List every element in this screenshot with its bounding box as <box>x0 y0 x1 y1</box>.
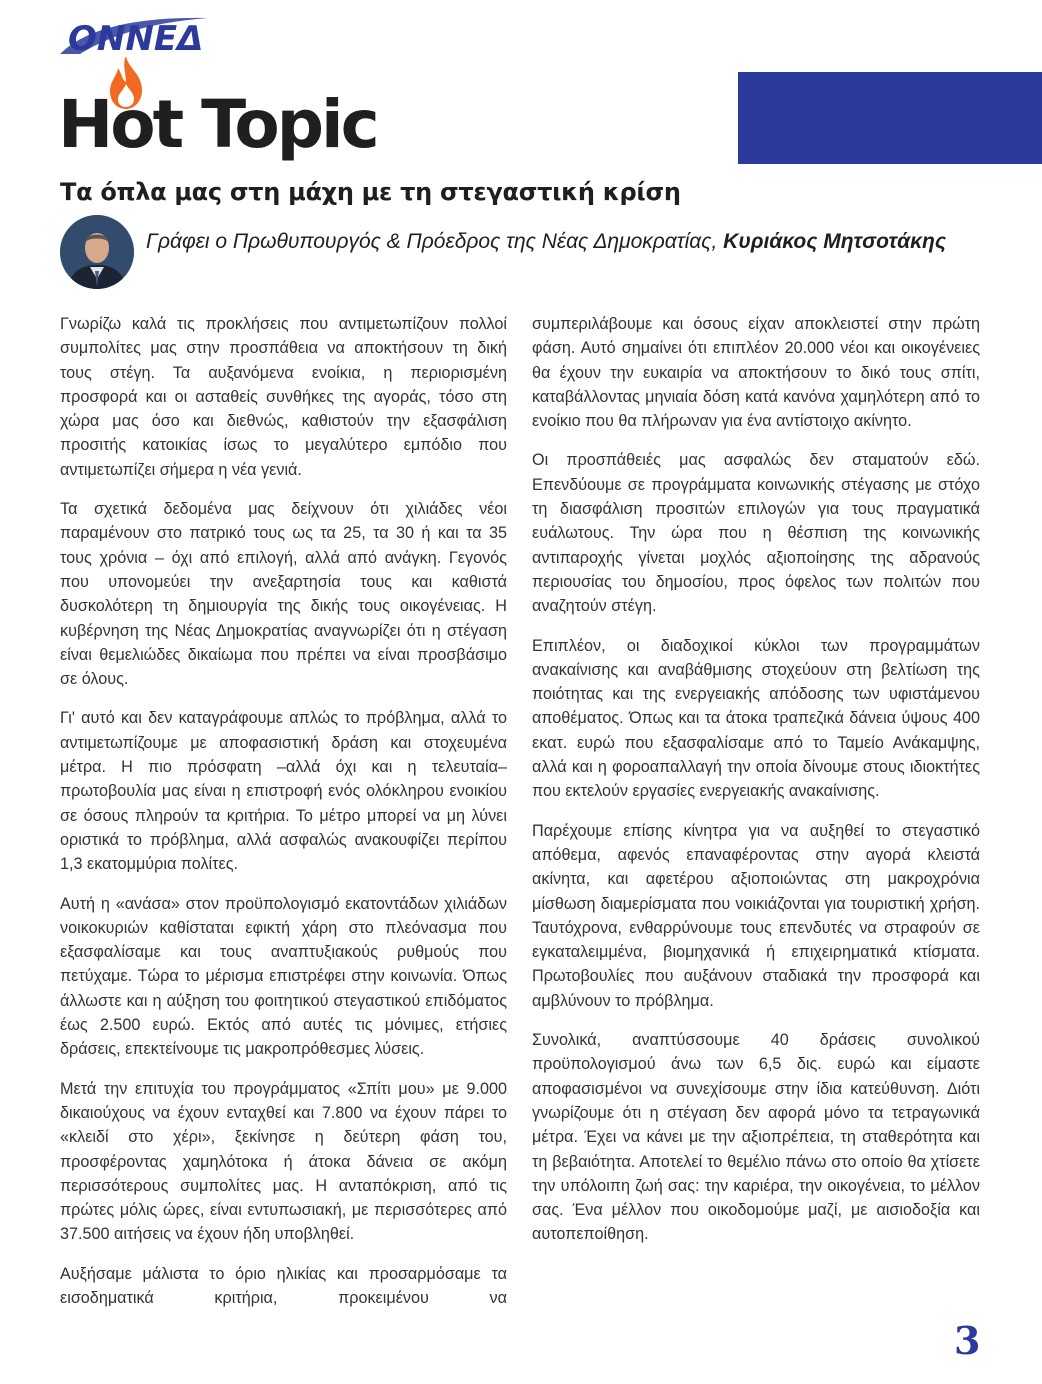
paragraph: Γι' αυτό και δεν καταγράφουμε απλώς το πρόβλημα, αλλά το αντιμετωπίζουμε με αποφασιστική δράση και στοχευμένα μέτρα. Η πιο πρόσφατη –αλλά όχι και η τελευταία– πρωτοβουλία μας είναι η επιστροφή ενός ολόκληρου ενοικίου σε όσους πληρούν τα κριτήρια. Το μέτρο μπορεί να μη λύνει οριστικά το πρόβλημα, αλλά ασφαλώς ανακουφίζει περίπου 1,3 εκατομμύρια πολίτες. <box>60 709 507 874</box>
paragraph: Παρέχουμε επίσης κίνητρα για να αυξηθεί το στεγαστικό απόθεμα, αφενός επαναφέροντας στην αγορά κλειστά ακίνητα, και αφετέρου αξιοποιώντας στη μακροχρόνια μίσθωση διαμερίσματα που νοικιάζονται για τουριστική χρήση. Ταυτόχρονα, ενθαρρύνουμε τους επενδυτές να στραφούν σε εγκαταλειμμένα, βιομηχανικά ή επιχειρηματικά κτίσματα. Πρωτοβουλίες που αυξάνουν σταδιακά την προσφορά και αμβλύνουν το πρόβλημα. <box>532 821 980 1010</box>
page-number: 3 <box>954 1318 981 1363</box>
byline-author: Κυριάκος Μητσοτάκης <box>723 230 947 253</box>
onned-logo <box>58 14 214 56</box>
paragraph: Οι προσπάθειές μας ασφαλώς δεν σταματούν εδώ. Επενδύουμε σε προγράμματα κοινωνικής στέγασης με στόχο τη διασφάλιση προσιτών επιλογών για τους πραγματικά ευάλωτους. Την ώρα που η θέσπιση της κοινωνικής αντιπαροχής γίνεται μοχλός αξιοποίησης της αδρανούς περιουσίας του δημοσίου, προς όφελος των πολιτών που αναζητούν στέγη. <box>532 451 980 616</box>
byline <box>146 228 946 256</box>
article-title: Τα όπλα μας στη μάχη με τη στεγαστική κρίση <box>60 178 681 206</box>
paragraph: Τα σχετικά δεδομένα μας δείχνουν ότι χιλιάδες νέοι παραμένουν στο πατρικό τους ως τα 25, τα 30 ή και τα 35 τους χρόνια – όχι από επιλογή, αλλά από ανάγκη. Γεγονός που υπονομεύει την ανεξαρτησία τους και καθιστά δυσκολότερη τη δημιουργία της δικής τους οικογένειας. Η κυβέρνηση της Νέας Δημοκρατίας αναγνωρίζει ότι η στέγαση είναι θεμελιώδες δικαίωμα που πρέπει να είναι προσβάσιμο σε όλους. <box>60 500 507 689</box>
paragraph: Αυτή η «ανάσα» στον προϋπολογισμό εκατοντάδων χιλιάδων νοικοκυριών καθίσταται εφικτή χάρη στο πλεόνασμα που εξασφαλίσαμε και τους αναπτυξιακούς ρυθμούς που πετύχαμε. Τώρα το μέρισμα επιστρέφει στην κοινωνία. Όπως άλλωστε και η αύξηση του φοιτητικού στεγαστικού επιδόματος έως 2.500 ευρώ. Εκτός από αυτές τις μόνιμες, ετήσιες δράσεις, επεκτείνουμε τις μακροπρόθεσμες λύσεις. <box>60 894 507 1059</box>
paragraph: Γνωρίζω καλά τις προκλήσεις που αντιμετωπίζουν πολλοί συμπολίτες μας στην προσπάθεια να αποκτήσουν τη δική τους στέγη. Τα αυξανόμενα ενοίκια, η περιορισμένη προσφορά και οι ασταθείς συνθήκες της αγοράς, τόσο στη χώρα μας όσο και διεθνώς, καθιστούν την εξασφάλιση προσιτής κατοικίας ίσως το μεγαλύτερο εμπόδιο που αντιμετωπίζει σήμερα η νέα γενιά. <box>60 315 507 479</box>
article-column-right <box>532 312 980 1262</box>
paragraph: συμπεριλάβουμε και όσους είχαν αποκλειστεί στην πρώτη φάση. Αυτό σημαίνει ότι επιπλέον 20.000 νέοι και οικογένειες θα έχουν την ευκαιρία να αποκτήσουν το δικό τους σπίτι, καταβάλλοντας μηνιαία δόση κατά κανόνα χαμηλότερη από το ενοίκιο που θα πλήρωναν για ένα αντίστοιχο ακίνητο. <box>532 315 980 431</box>
author-avatar <box>60 215 134 289</box>
byline-prefix: Γράφει ο Πρωθυπουργός & Πρόεδρος της Νέας Δημοκρατίας, <box>146 230 718 253</box>
paragraph: Επιπλέον, οι διαδοχικοί κύκλοι των προγραμμάτων ανακαίνισης και αναβάθμισης στοχεύουν στη βελτίωση της ποιότητας και της ενεργειακής απόδοσης των υφιστάμενου αποθέματος. Όπως και τα άτοκα τραπεζικά δάνεια ύψους 400 εκατ. ευρώ που εξασφαλίσαμε από το Ταμείο Ανάκαμψης, αλλά και η φοροαπαλλαγή την οποία δίνουμε στους ιδιοκτήτες που εκτελούν εργασίες ενεργειακής ανακαίνισης. <box>532 636 980 801</box>
article-column-left <box>60 312 507 1325</box>
section-title: Hot Topic <box>58 86 377 163</box>
paragraph: Μετά την επιτυχία του προγράμματος «Σπίτι μου» με 9.000 δικαιούχους να έχουν ενταχθεί και 7.800 να έχουν πάρει το «κλειδί στο χέρι», ξεκίνησε η δεύτερη φάση του, προσφέροντας χαμηλότοκα ή άτοκα δάνεια σε ακόμη περισσότερους συμπολίτες μας. Η ανταπόκριση, από τις πρώτες μόλις ώρες, είναι εντυπωσιακή, με περισσότερες από 37.500 αιτήσεις να έχουν ήδη υποβληθεί. <box>60 1079 507 1244</box>
decorative-blue-block <box>738 72 1042 164</box>
logo-text: ΟΝΝΕΔ <box>68 19 204 56</box>
paragraph: Αυξήσαμε μάλιστα το όριο ηλικίας και προσαρμόσαμε τα εισοδηματικά κριτήρια, προκειμένου να <box>60 1264 507 1307</box>
paragraph: Συνολικά, αναπτύσσουμε 40 δράσεις συνολικού προϋπολογισμού άνω των 6,5 δις. ευρώ και είμαστε αποφασισμένοι να συνεχίσουμε στην ίδια κατεύθυνση. Διότι γνωρίζουμε ότι η στέγαση δεν αφορά μόνο τα τετραγωνικά μέτρα. Έχει να κάνει με την αξιοπρέπεια, τη σταθερότητα και τη βεβαιότητα. Αποτελεί το θεμέλιο πάνω στο οποίο θα χτίσετε την υπόλοιπη ζωή σας: την καριέρα, την οικογένεια, το μέλλον σας. Ένα μέλλον που οικοδομούμε μαζί, με αισιοδοξία και αυτοπεποίθηση. <box>532 1031 980 1244</box>
